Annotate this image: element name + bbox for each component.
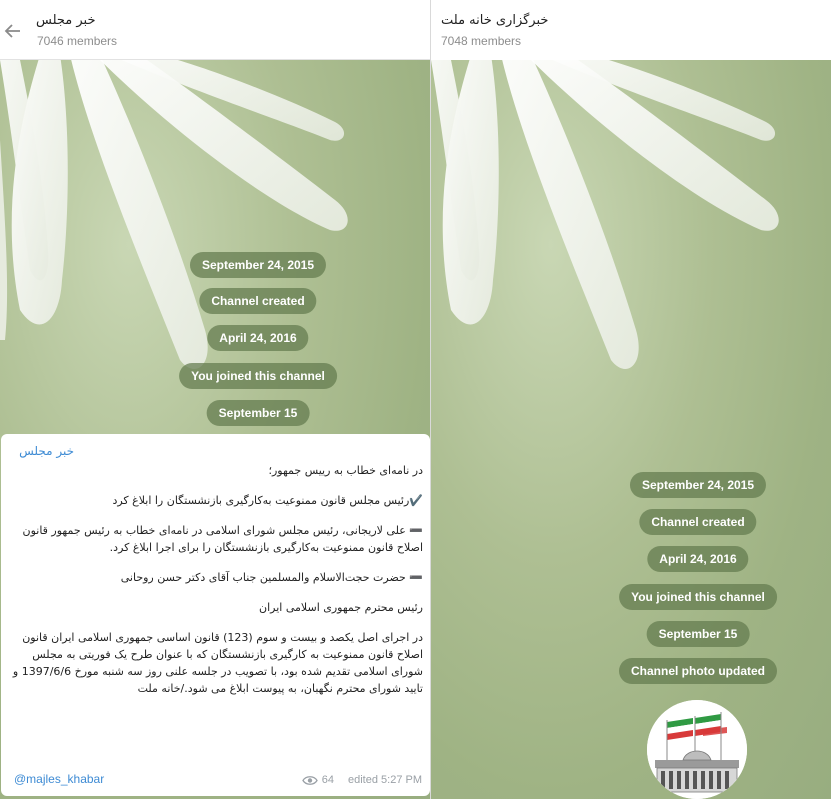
chat-header xyxy=(431,0,831,60)
view-count: 64 xyxy=(321,774,334,786)
message-meta xyxy=(302,774,422,786)
message-paragraph: ➖ حضرت حجت‌الاسلام والمسلمین جناب آقای دکتر حسن روحانی xyxy=(120,571,423,584)
message-bubble[interactable] xyxy=(1,434,430,796)
chat-wallpaper xyxy=(431,60,831,799)
member-count: 7046 members xyxy=(37,34,118,48)
message-paragraph: ✔️رئیس مجلس قانون ممنوعیت به‌کارگیری بازنشستگان را ابلاغ کرد xyxy=(112,494,423,507)
message-paragraph: در اجرای اصل یکصد و بیست و سوم (123) قانون اساسی جمهوری اسلامی ایران قانون اصلاح قانون ممنوعیت به کارگیری بازنشستگان که با عنوان طرح یک فوریتی به مجلس شورای اسلامی تقدیم شده بود، با تصویب در جلسه علنی روز سه شنبه مورخ 1397/6/6 و تایید شورای محترم نگهبان، به پیوست ابلاغ می شود./خانه ملت xyxy=(12,631,423,695)
flower-petals-decoration xyxy=(431,60,831,799)
message-text xyxy=(11,462,423,697)
eye-icon xyxy=(302,775,318,786)
message-paragraph: در نامه‌ای خطاب به رییس جمهور؛ xyxy=(268,464,423,477)
service-photo-updated: Channel photo updated xyxy=(619,658,777,684)
parliament-building-flags-image xyxy=(647,700,747,799)
channel-title: خبر مجلس xyxy=(36,13,96,28)
channel-photo[interactable] xyxy=(647,700,747,799)
service-channel-created: Channel created xyxy=(199,288,316,314)
member-count: 7048 members xyxy=(441,34,522,48)
arrow-left-icon[interactable] xyxy=(4,22,22,40)
service-date: April 24, 2016 xyxy=(207,325,308,351)
service-joined: You joined this channel xyxy=(179,363,337,389)
message-signature-link[interactable]: @majles_khabar xyxy=(14,772,105,786)
service-date: September 24, 2015 xyxy=(190,252,326,278)
service-joined: You joined this channel xyxy=(619,584,777,610)
edited-time: edited 5:27 PM xyxy=(348,774,422,786)
service-channel-created: Channel created xyxy=(639,509,756,535)
service-date: April 24, 2016 xyxy=(647,546,748,572)
chat-panel-right xyxy=(430,0,831,799)
chat-header xyxy=(0,0,430,60)
service-date: September 15 xyxy=(207,400,310,426)
service-date: September 24, 2015 xyxy=(630,472,766,498)
message-paragraph: ➖ علی لاریجانی، رئیس مجلس شورای اسلامی در نامه‌ای خطاب به رئیس جمهور قانون اصلاح قانون ممنوعیت به‌کارگیری بازنشستگان را برای اجرا ابلاغ کرد. xyxy=(22,524,423,554)
service-date: September 15 xyxy=(647,621,750,647)
message-channel-name[interactable]: خبر مجلس xyxy=(19,444,74,458)
message-paragraph: رئیس محترم جمهوری اسلامی ایران xyxy=(259,601,423,614)
channel-title: خبرگزاری خانه ملت xyxy=(441,13,549,28)
